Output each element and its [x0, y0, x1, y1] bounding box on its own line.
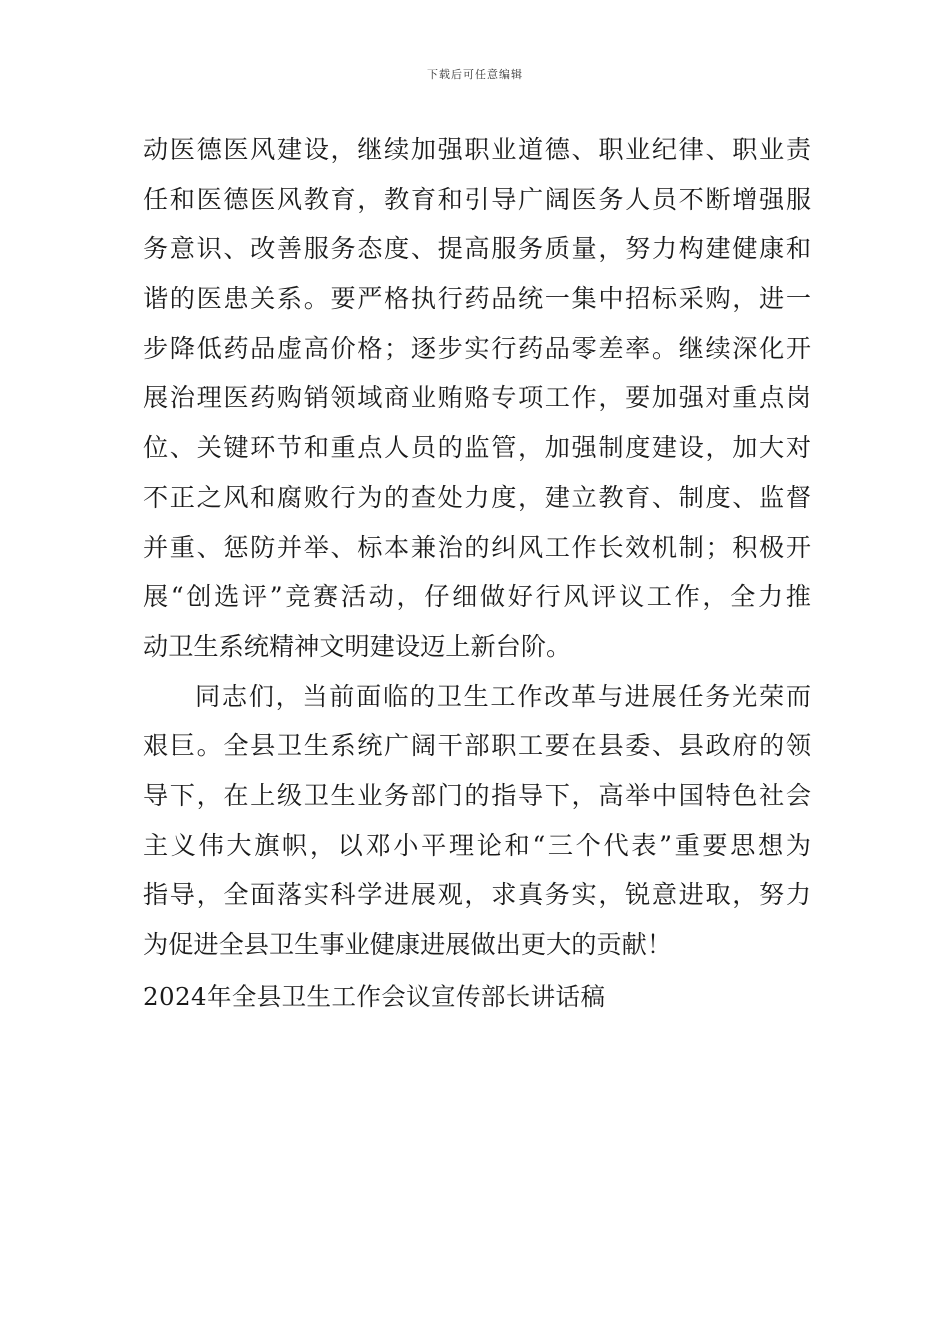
paragraph-line: 展治理医药购销领域商业贿赂专项工作，要加强对重点岗 [143, 383, 811, 413]
paragraph-line: 艰巨。全县卫生系统广阔干部职工要在县委、县政府的领 [143, 731, 811, 761]
paragraph-line: 指导，全面落实科学进展观，求真务实，锐意进取，努力 [143, 880, 811, 910]
paragraph-1 [143, 125, 811, 672]
paragraph-line: 同志们，当前面临的卫生工作改革与进展任务光荣而 [195, 681, 811, 711]
document-title: 2024年全县卫生工作会议宣传部长讲话稿 [143, 982, 606, 1011]
document-body [143, 125, 811, 970]
page-header-note: 下载后可任意编辑 [427, 68, 523, 81]
paragraph-line: 展“创选评”竞赛活动，仔细做好行风评议工作，全力推 [143, 582, 811, 612]
paragraph-line: 位、关键环节和重点人员的监管，加强制度建设，加大对 [143, 433, 811, 463]
paragraph-line: 动卫生系统精神文明建设迈上新台阶。 [143, 631, 572, 661]
paragraph-line: 导下，在上级卫生业务部门的指导下，高举中国特色社会 [143, 780, 811, 810]
paragraph-line: 为促进全县卫生事业健康进展做出更大的贡献！ [143, 930, 672, 959]
paragraph-line: 并重、惩防并举、标本兼治的纠风工作长效机制；积极开 [143, 532, 811, 562]
paragraph-line: 动医德医风建设，继续加强职业道德、职业纪律、职业责 [143, 135, 811, 164]
paragraph-line: 务意识、改善服务态度、提高服务质量，努力构建健康和 [143, 234, 811, 264]
paragraph-line: 步降低药品虚高价格；逐步实行药品零差率。继续深化开 [143, 333, 811, 363]
paragraph-line: 不正之风和腐败行为的查处力度，建立教育、制度、监督 [143, 482, 811, 512]
paragraph-line: 任和医德医风教育，教育和引导广阔医务人员不断增强服 [143, 184, 811, 214]
paragraph-2 [143, 672, 811, 970]
paragraph-line: 谐的医患关系。要严格执行药品统一集中招标采购，进一 [143, 284, 811, 314]
paragraph-line: 主义伟大旗帜，以邓小平理论和“三个代表”重要思想为 [143, 830, 811, 860]
